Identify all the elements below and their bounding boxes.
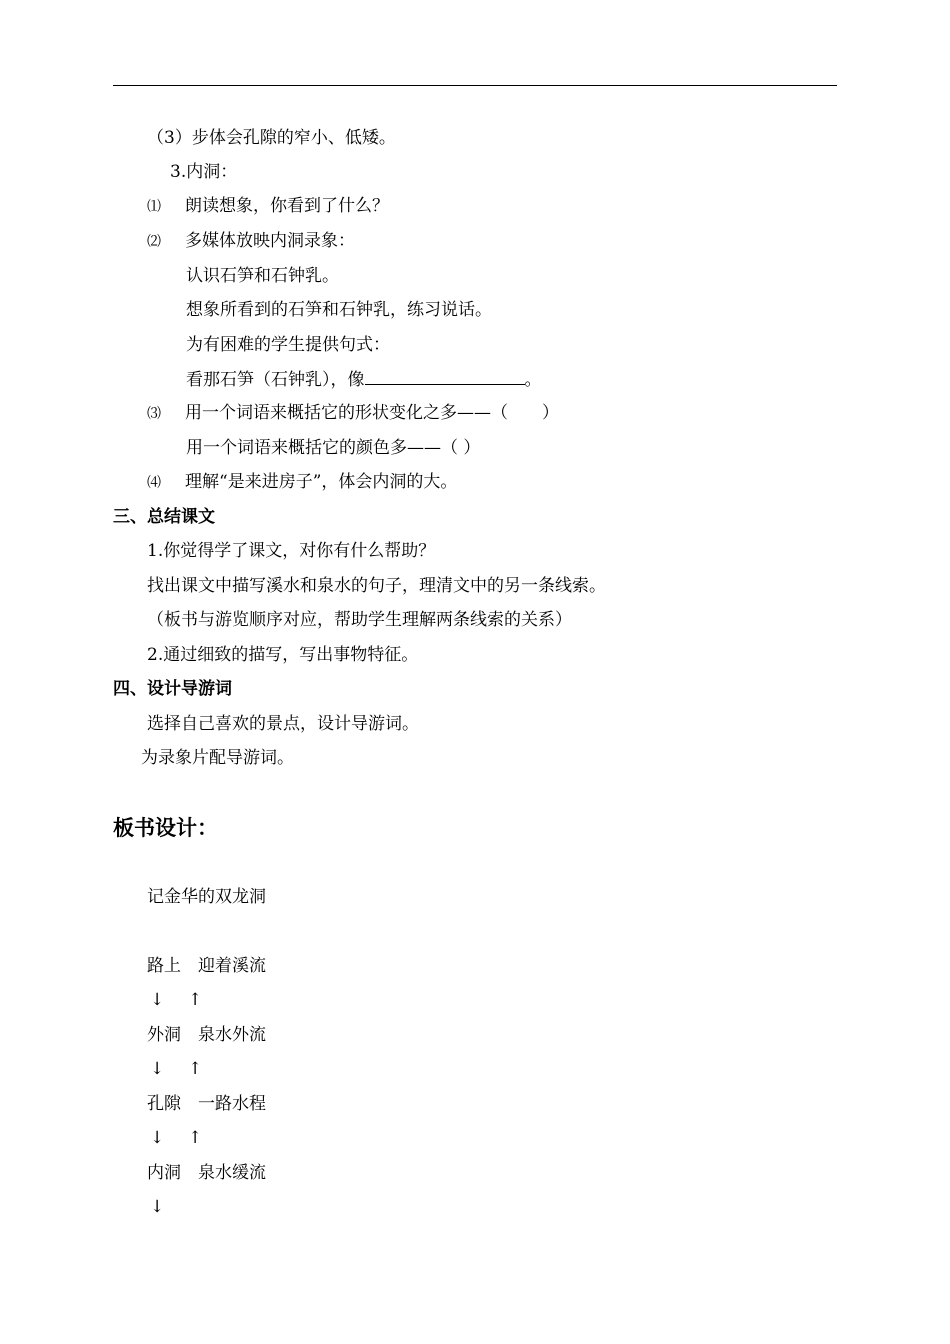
item-number: ⑴ xyxy=(147,199,161,215)
down-arrow-icon: ↓ xyxy=(150,1197,165,1217)
down-arrow-icon: ↓ xyxy=(150,990,165,1010)
text-line: （3）步体会孔隙的窄小、低矮。 xyxy=(147,128,396,148)
board-place: 孔隙 xyxy=(147,1094,181,1114)
text-line: 想象所看到的石笋和石钟乳，练习说话。 xyxy=(186,300,492,320)
down-arrow-icon: ↓ xyxy=(150,1128,165,1148)
pattern-text: 看那石笋（石钟乳），像 xyxy=(186,370,365,390)
section-heading: 四、设计导游词 xyxy=(113,679,232,699)
text-line: 为有困难的学生提供句式： xyxy=(186,335,390,355)
board-water: 迎着溪流 xyxy=(198,956,266,976)
item-number: ⑵ xyxy=(147,234,161,250)
board-place: 内洞 xyxy=(147,1163,181,1183)
up-arrow-icon: ↑ xyxy=(188,1059,203,1079)
item-number: ⑷ xyxy=(147,475,161,491)
item-number: ⑶ xyxy=(147,406,161,422)
up-arrow-icon: ↑ xyxy=(188,990,203,1010)
fill-blank xyxy=(365,368,525,385)
header-rule xyxy=(113,85,837,86)
text-line: 用一个词语来概括它的颜色多——（ ） xyxy=(186,438,481,458)
list-item xyxy=(147,195,389,218)
board-water: 泉水外流 xyxy=(198,1025,266,1045)
text-line: 找出课文中描写溪水和泉水的句子，理清文中的另一条线索。 xyxy=(147,576,606,596)
text-line: 认识石笋和石钟乳。 xyxy=(186,266,339,286)
board-place: 路上 xyxy=(147,956,181,976)
list-item xyxy=(147,402,559,425)
board-row xyxy=(147,1093,266,1115)
item-text: 用一个词语来概括它的形状变化之多——（ ） xyxy=(185,403,559,423)
board-water: 泉水缓流 xyxy=(198,1163,266,1183)
text-line: 3.内洞： xyxy=(170,162,238,182)
board-row xyxy=(147,1024,266,1046)
text-line: 2.通过细致的描写，写出事物特征。 xyxy=(147,645,419,665)
list-item xyxy=(147,471,457,494)
down-arrow-icon: ↓ xyxy=(150,1059,165,1079)
text-line: 为录象片配导游词。 xyxy=(141,748,294,768)
board-row xyxy=(147,955,266,977)
section-heading: 三、总结课文 xyxy=(113,507,215,527)
up-arrow-icon: ↑ xyxy=(188,1128,203,1148)
board-heading: 板书设计： xyxy=(113,816,218,840)
board-water: 一路水程 xyxy=(198,1094,266,1114)
sentence-pattern xyxy=(186,368,542,391)
list-item xyxy=(147,230,355,253)
item-text: 理解“是来进房子”，体会内洞的大。 xyxy=(185,472,458,492)
board-place: 外洞 xyxy=(147,1025,181,1045)
item-text: 多媒体放映内洞录象： xyxy=(185,231,355,251)
text-line: （板书与游览顺序对应，帮助学生理解两条线索的关系） xyxy=(147,610,572,630)
board-row xyxy=(147,1162,266,1184)
board-title: 记金华的双龙洞 xyxy=(147,887,266,907)
text-line: 选择自己喜欢的景点，设计导游词。 xyxy=(147,714,419,734)
item-text: 朗读想象，你看到了什么？ xyxy=(185,196,389,216)
pattern-end: 。 xyxy=(524,370,542,390)
text-line: 1.你觉得学了课文，对你有什么帮助？ xyxy=(147,541,436,561)
